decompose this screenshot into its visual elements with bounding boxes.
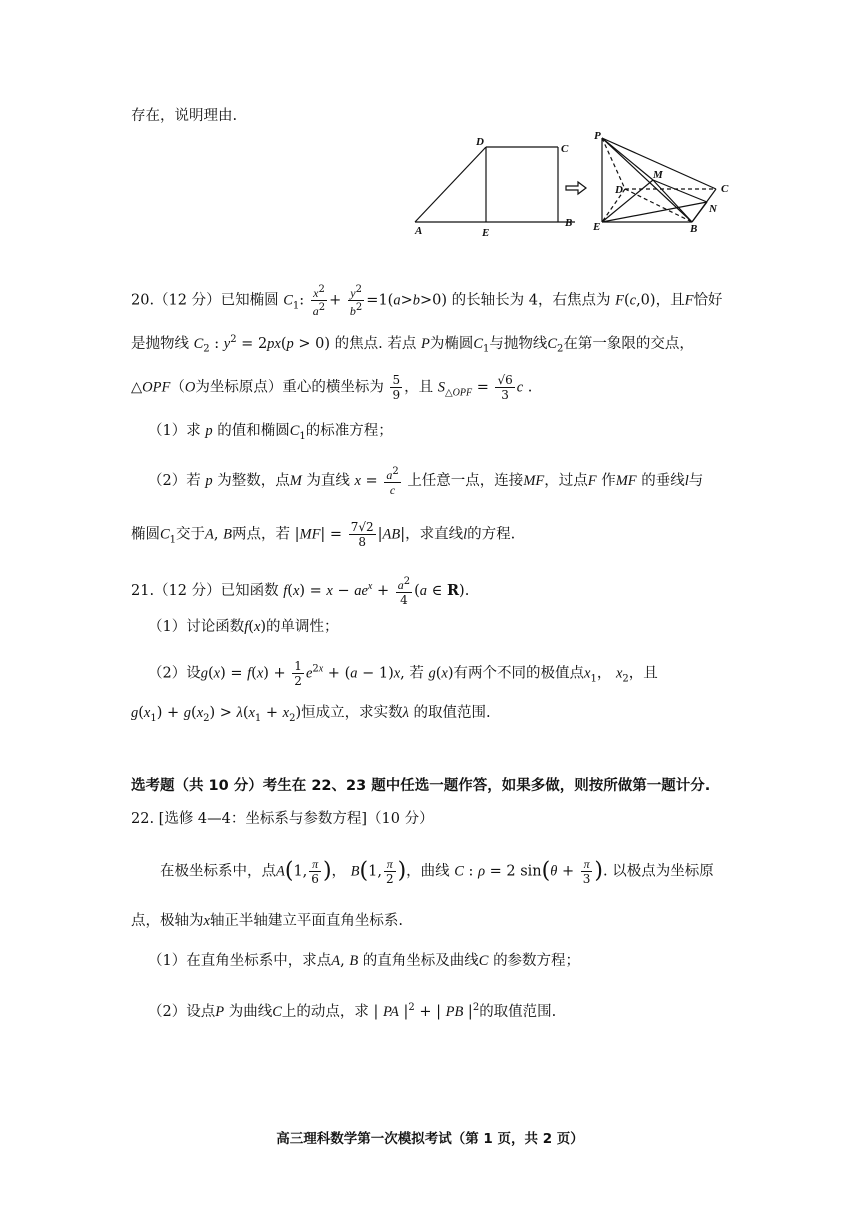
label-d2: D: [615, 184, 623, 196]
q22-line2: 点，极轴为x轴正半轴建立平面直角坐标系.: [131, 913, 404, 929]
q20-line1: 20.（12 分）已知椭圆 $C_1$: $\frac{x^2}{a^2}$ + $\frac{y^2}{b^2}$ =1(a>b>0) 的长轴长为 4，右焦点为 F(c,0)，且F恰好: [131, 284, 723, 318]
label-b2: B: [690, 223, 698, 235]
q22-heading: 22. [选修 4—4：坐标系与参数方程]（10 分）: [131, 811, 434, 827]
label-b: B: [565, 217, 573, 229]
q20-sub1: （1）求 p 的值和椭圆$C_1$的标准方程；: [148, 423, 393, 442]
label-n: N: [709, 203, 717, 215]
geometry-figure: [410, 130, 740, 240]
q22-line1: 在极坐标系中，点A(1, $\frac{\pi}{6}$ )， B(1, $\frac{\pi}{2}$ )，曲线 C : ρ = 2 sin(θ + $\frac{\pi}{3}$ ). 以极点为坐标原: [160, 857, 714, 886]
label-d: D: [476, 136, 484, 148]
q20-line3: △OPF（O为坐标原点）重心的横坐标为 $\frac{5}{9}$ ，且 $S_{\triangle OPF}$ = $\frac{√6}{3}$ c .: [131, 373, 533, 402]
page-footer: 高三理科数学第一次模拟考试（第 1 页，共 2 页）: [276, 1131, 584, 1147]
label-m: M: [653, 169, 663, 181]
q21-line1: 21.（12 分）已知函数 $f(x) = x - ae^x$ + $\frac{a^2}{4}$ (a ∈ R).: [131, 576, 470, 607]
q22-sub1: （1）在直角坐标系中，求点A, B 的直角坐标及曲线C 的参数方程；: [148, 953, 581, 969]
q20-line2: 是抛物线 $C_2$ : $y^2 = 2px(p > 0)$ 的焦点. 若点 P为椭圆$C_1$与抛物线$C_2$在第一象限的交点，: [131, 334, 694, 355]
q21-sub1: （1）讨论函数f(x)的单调性；: [148, 619, 339, 635]
label-e: E: [482, 227, 490, 239]
label-a: A: [415, 225, 423, 237]
q21-line4: $g(x_1) + g(x_2) > \lambda(x_1 + x_2)$恒成立，求实数λ 的取值范围.: [131, 705, 491, 724]
q20-sub2: （2）若 p 为整数，点M 为直线 x = $\frac{a^2}{c}$ 上任意一点，连接MF，过点F 作MF 的垂线l与: [148, 466, 704, 497]
label-c2: C: [721, 183, 729, 195]
label-e2: E: [593, 221, 601, 233]
select-heading: 选考题（共 10 分）考生在 22、23 题中任选一题作答，如果多做，则按所做第一题计分.: [131, 778, 711, 794]
q22-sub2: （2）设点P 为曲线C上的动点，求 | PA $|^2$ + | PB $|^2$的取值范围.: [148, 1002, 557, 1020]
q21-sub2: （2）设g(x) = f(x) + $\frac{1}{2}$ $e^{2x} + (a - 1)x$, 若 g(x)有两个不同的极值点$x_1$， $x_2$，且: [148, 659, 658, 688]
label-p: P: [594, 130, 601, 142]
label-c: C: [561, 143, 569, 155]
intro-line: 存在，说明理由.: [131, 108, 238, 124]
q20-line6: 椭圆$C_1$交于A, B两点，若 |MF| = $\frac{7√2}{8}$ |AB|，求直线l的方程.: [131, 520, 516, 549]
